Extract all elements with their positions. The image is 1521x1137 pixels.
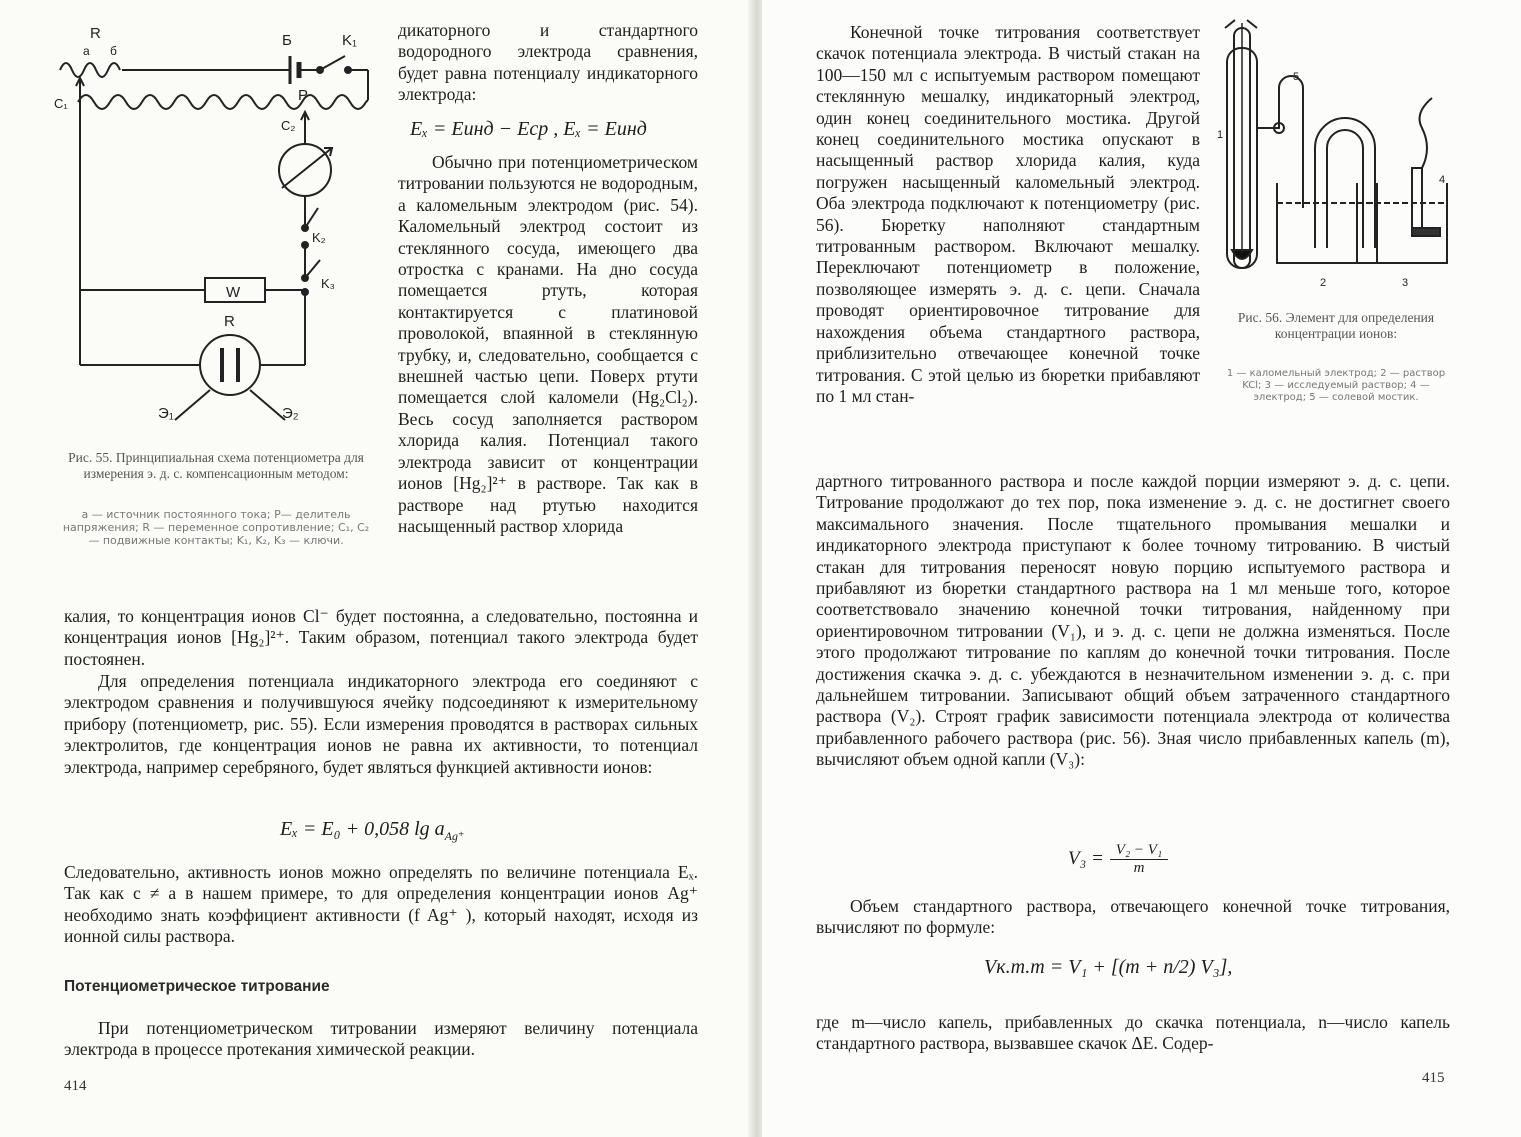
rheostat-r (60, 63, 120, 77)
fig56-label-3: 3 (1402, 277, 1409, 289)
label-R-cell: R (224, 313, 235, 330)
formula-1: Eₓ = Eинд − Eср , Eₓ = Eинд (410, 118, 647, 140)
full-width-continuation: калия, то концентрация ионов Cl⁻ будет постоянна, а следовательно, постоянна и концентрация ионов [Hg₂]²⁺. Таким образом, потенциал такого электрода будет постоянен. (64, 606, 698, 669)
label-K3: K₃ (321, 276, 335, 291)
label-R-top: R (90, 25, 101, 42)
label-P: P (298, 87, 309, 104)
formula-3-numerator: V₂ − V₁ (1110, 842, 1168, 860)
fig55-circuit-diagram (50, 20, 385, 440)
formula-2-main: Eₓ = E₀ + 0,058 lg a (280, 818, 445, 840)
paragraph-activity: Следовательно, активность ионов можно определять по величине потенциала Eₓ. Так как c ≠ a в нашем примере, то для определения концентрации ионов Ag⁺ необходимо знать коэффициент активности (f Ag⁺ ), который находят, исходя из ионной силы раствора. (64, 862, 698, 947)
right-page (762, 0, 1521, 1137)
formula-3-denominator: m (1133, 859, 1145, 876)
section-heading: Потенциометрическое титрование (64, 978, 330, 995)
right-paragraph-2: Объем стандартного раствора, отвечающего конечной точке титрования, вычисляют по формуле: (816, 896, 1450, 938)
paragraph-electrode-connection: Для определения потенциала индикаторного электрода его соединяют с электродом сравнения и получившуюся ячейку подсоединяют к измерительному прибору (потенциометр, рис. 55). Если измерения проводятся в растворах сильных электролитов, где концентрация ионов не равна их активности, то потенциал электрода, например серебряного, будет являться функцией активности ионов: (64, 671, 698, 777)
fig56-caption-title: Рис. 56. Элемент для определения концентрации ионов: (1237, 310, 1435, 341)
label-E1: Э₁ (158, 405, 174, 422)
label-B: Б (282, 32, 292, 49)
formula-3 (1068, 836, 1168, 882)
formula-3-fraction (1110, 842, 1168, 877)
formula-2 (280, 818, 600, 844)
label-b: б (110, 44, 117, 58)
fig56-label-2: 2 (1320, 277, 1327, 289)
label-E2: Э₂ (282, 405, 299, 422)
fig56-caption-legend: 1 — каломельный электрод; 2 — раствор KCl; 3 — исследуемый раствор; 4 — электрод; 5 — солевой мостик. (1226, 368, 1446, 403)
right-full-text: дартного титрованного раствора и после каждой порции измеряют э. д. с. цепи. Титрование продолжают до тех пор, пока изменение э. д. с. не достигнет своего максимального значения. После тщательного промывания мешалки и индикаторного электрода приступают к более точному титрованию. В чистый стакан для титрования переносят новую порцию испытуемого раствора и прибавляют из бюретки стандартного раствора на 1 мл меньше того, которое соответствовало значению конечной точки титрования, найденному при ориентировочном титровании (V₁), и э. д. с. цепи не должна изменяться. После этого продолжают титрование по каплям до конечной точки титрования. После достижения скачка э. д. с. убеждаются в незначительном изменении э. д. с. при дальнейшем титровании. Записывают общий объем затраченного стандартного раствора (V₂). Строят график зависимости потенциала электрода от количества прибавленного рабочего раствора (рис. 56). Зная число прибавленных капель (m), вычисляют объем одной капли (V₃): (816, 471, 1450, 770)
label-C2: C₂ (281, 118, 296, 133)
page-number-left: 414 (64, 1078, 87, 1094)
fig56-label-1: 1 (1217, 129, 1224, 141)
label-K1: K₁ (342, 32, 358, 49)
right-last-paragraph: где m—число капель, прибавленных до скачка потенциала, n—число капель стандартного раствора, вызвавшее скачок ΔE. Содер- (816, 1012, 1450, 1054)
fig56-label-5: 5 (1293, 71, 1300, 83)
label-W: W (226, 284, 241, 301)
label-a: а (83, 44, 90, 58)
col-top-text: дикаторного и стандартного водородного электрода сравнения, будет равна потенциалу индикаторного электрода: (398, 20, 698, 105)
formula-4: Vк.т.т = V₁ + [(m + n/2) V₃], (984, 956, 1233, 978)
formula-2-subscript: Ag⁺ (444, 829, 465, 843)
fig55-caption-title: Рис. 55. Принципиальная схема потенциометра для измерения э. д. с. компенсационным методом: (68, 450, 364, 481)
col-paragraph: Обычно при потенциометрическом титровании пользуются не водородным, а каломельным электродом (рис. 54). Каломельный электрод состоит из стеклянного сосуда, имеющего два отростка с кранами. На дно сосуда помещается ртуть, которая контактируется с платиновой проволокой, впаянной в стеклянную трубку, и, следовательно, сообщается с внешней частью цепи. Поверх ртути помещается слой каломели (Hg₂Cl₂). Весь сосуд заполняется раствором хлорида калия. Потенциал такого электрода зависит от концентрации ионов [Hg₂]²⁺ в растворе. Так как в растворе над ртутью находится насыщенный раствор хлорида (398, 152, 698, 536)
left-page (0, 0, 755, 1137)
right-column-text: Конечной точке титрования соответствует скачок потенциала электрода. В чистый стакан на 100—150 мл с испытуемым раствором помещают стеклянную мешалку, индикаторный электрод, один конец соединительного мостика. Другой конец соединительного мостика опускают в насыщенный раствор хлорида калия, куда погружен насыщенный каломельный электрод. Оба электрода подключают к потенциометру (рис. 56). Бюретку наполняют стандартным титрованным раствором. Включают мешалку. Переключают потенциометр в положение, позволяющее измерять э. д. с. цепи. Сначала проводят ориентировочное титрование для нахождения объема стандартного раствора, приблизительно отвечающее конечной точке титрования. С этой целью из бюретки прибавляют по 1 мл стан- (816, 22, 1200, 406)
paragraph-titration-intro: При потенциометрическом титровании измеряют величину потенциала электрода в процессе протекания химической реакции. (64, 1018, 698, 1060)
fig56-label-4: 4 (1439, 174, 1446, 186)
fig56-apparatus-diagram (1217, 18, 1457, 296)
fig55-caption-legend: а — источник постоянного тока; Р— делитель напряжения; R — переменное сопротивление; C₁, C₂ — подвижные контакты; K₁, K₂, K₃ — ключи. (62, 508, 370, 547)
formula-3-lhs: V₃ = (1068, 848, 1104, 869)
page-number-right: 415 (1422, 1070, 1445, 1086)
label-C1: C₁ (54, 96, 68, 111)
label-K2: K₂ (312, 230, 326, 245)
